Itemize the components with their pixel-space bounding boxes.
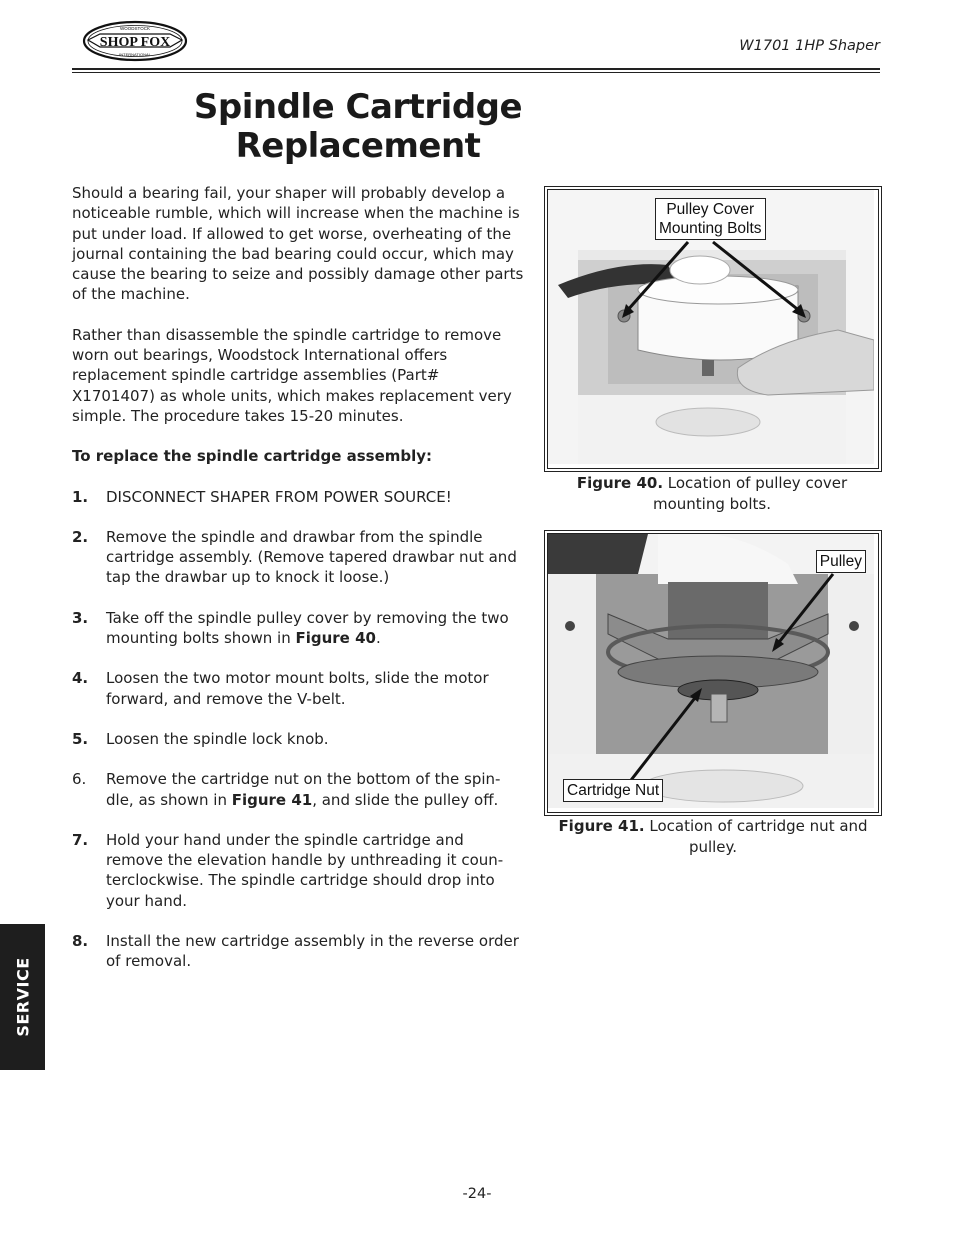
callout-line-2: Mounting Bolts [659,220,762,237]
step-number: 7. [72,830,89,849]
logo-bottom-arc-text: INTERNATIONAL [119,52,151,57]
body-column [72,183,524,992]
step-number: 4. [72,669,89,688]
figure-reference: Figure 41 [231,790,313,809]
step-text-before: Take off the spindle pulley cover by removing the two mounting bolts shown in [106,608,509,648]
step-7 [72,830,524,911]
header-model: W1701 1HP Shaper [739,38,880,54]
logo-text: SHOP FOX [99,35,171,50]
logo-top-arc-text: WOODSTOCK [120,26,150,31]
step-text: Loosen the two motor mount bolts, slide the motor forward, and remove the V-belt. [106,669,489,708]
step-number: 5. [72,729,89,748]
shop-fox-logo [82,20,188,62]
step-3 [72,608,524,649]
caption-label: Figure 41. [558,817,645,835]
intro-paragraph: Should a bearing fail, your shaper will probably develop a noticeable rumble, which will increase when the machine is put under load. If allowed to get worse, overheating of the journal containing the bad bearing could occur, which may cause the bearing to seize and possibly damage other parts of the machine. [72,184,524,304]
title-line-2: Replacement [235,126,481,166]
step-text: DISCONNECT SHAPER FROM POWER SOURCE! [106,487,452,506]
step-number: 6. [72,770,87,789]
caption-text: Location of cartridge nut and pulley. [644,817,868,856]
figure-41 [544,530,882,816]
step-text: Remove the spindle and drawbar from the spindle cartridge assembly. (Remove tapered drawbar nut and tap the drawbar up to knock it loose.) [106,527,517,587]
step-text: Hold your hand under the spindle cartridge and remove the elevation handle by unthreading it coun-terclockwise. The spindle cartridge should drop into your hand. [106,830,504,910]
step-number: 2. [72,527,89,546]
step-number: 8. [72,932,89,951]
caption-text: Location of pulley cover mounting bolts. [653,474,848,513]
figure-41-photo [547,533,879,813]
step-text: Install the new cartridge assembly in the reverse order of removal. [106,932,519,971]
step-text-after: . [375,629,381,648]
section-tab-label: SERVICE [13,957,32,1037]
step-text [106,769,524,810]
page-number: -24- [462,1186,492,1202]
step-6 [72,769,524,810]
callout-pulley-cover-bolts [655,198,766,240]
step-2 [72,527,524,588]
replacement-paragraph: Rather than disassemble the spindle cartridge to remove worn out bearings, Woodstock International offers replacement spindle cartridge assemblies (Part# X1701407) as whole units, which makes replacement very simple. The procedure takes 15-20 minutes. [72,325,512,425]
step-number: 3. [72,608,89,627]
figure-40 [544,186,882,472]
section-tab [0,924,45,1070]
figure-40-caption [560,473,864,515]
figure-reference: Figure 40 [295,629,376,648]
page-title [148,88,568,166]
step-text-before: Remove the cartridge nut on the bottom of the spin-dle, as shown in [106,770,501,809]
figure-41-caption [548,816,878,858]
header-rule [72,68,880,70]
step-text: Loosen the spindle lock knob. [106,729,329,748]
figure-40-photo [547,189,879,469]
step-4 [72,668,524,709]
step-8 [72,931,524,972]
step-text-after: , and slide the pulley off. [312,790,499,809]
callout-line-1: Pulley Cover [666,201,755,218]
title-line-1: Spindle Cartridge [193,87,523,127]
step-number: 1. [72,487,89,506]
step-5 [72,729,524,749]
procedure-heading: To replace the spindle cartridge assembly: [72,447,433,466]
step-text [106,608,524,649]
callout-cartridge-nut: Cartridge Nut [563,779,663,802]
step-1 [72,487,524,507]
caption-label: Figure 40. [576,474,664,492]
callout-pulley: Pulley [816,550,866,573]
header-rule-thin [72,72,880,73]
